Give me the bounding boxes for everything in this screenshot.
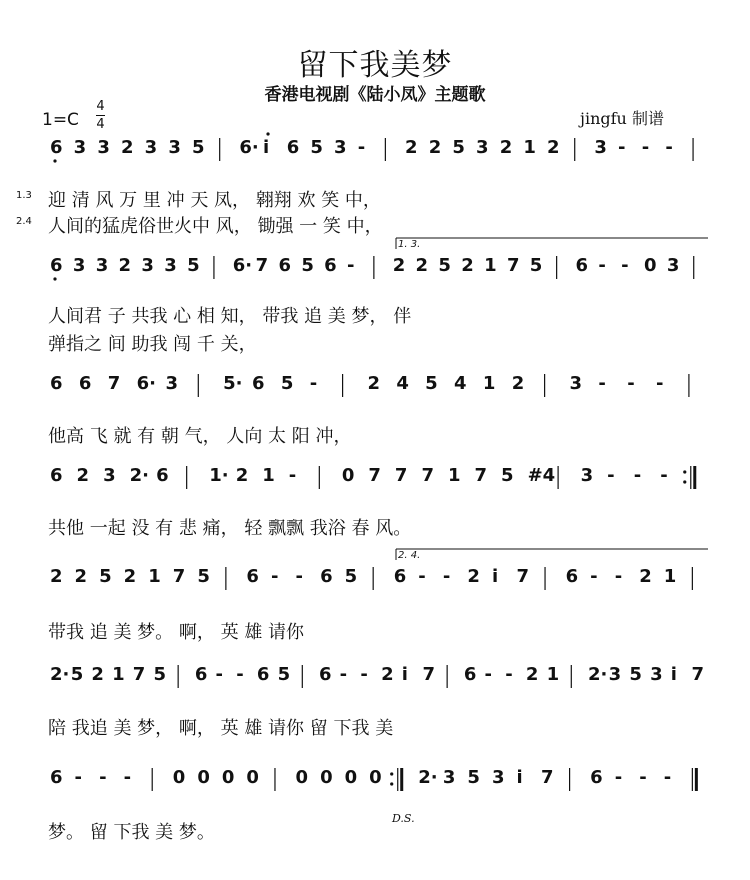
- note: 2: [525, 664, 539, 685]
- note: 5: [529, 255, 543, 276]
- note: 2·: [50, 664, 70, 685]
- note: 6: [50, 373, 63, 394]
- note: 6: [565, 566, 579, 587]
- note: 6: [50, 137, 63, 158]
- note: 2: [415, 255, 429, 276]
- note: 0: [246, 767, 259, 788]
- note: 3: [73, 137, 87, 158]
- note: -: [598, 373, 606, 394]
- note: 6: [278, 255, 292, 276]
- note: 1: [484, 255, 497, 276]
- note: 4: [454, 373, 467, 394]
- note: 6: [50, 465, 63, 486]
- lyric-line: 迎 清 风 万 里 冲 天 凤， 翱翔 欢 笑 中，: [48, 190, 381, 211]
- note: 1: [523, 137, 536, 158]
- note: 5: [99, 566, 112, 587]
- note: 2: [461, 255, 474, 276]
- note: 0: [295, 767, 309, 788]
- repeat-dot: [390, 782, 393, 785]
- octave-dot: [53, 277, 56, 280]
- note: 5: [301, 255, 314, 276]
- note: 2: [467, 566, 480, 587]
- note: 1·: [209, 465, 229, 486]
- repeat-dot: [390, 772, 393, 775]
- note: -: [656, 373, 664, 394]
- note: -: [99, 767, 107, 788]
- song-title: 留下我美梦: [297, 48, 453, 83]
- note: 5: [344, 566, 358, 587]
- note: 2·: [418, 767, 438, 788]
- note: 3: [666, 255, 680, 276]
- note: 2·: [587, 664, 608, 685]
- note: 6: [246, 566, 259, 587]
- note: 3: [442, 767, 456, 788]
- note: -: [598, 255, 606, 276]
- note: -: [360, 664, 368, 685]
- note: i: [516, 767, 523, 788]
- note: 2: [50, 566, 63, 587]
- note: 6: [393, 566, 407, 587]
- note: 3: [168, 137, 181, 158]
- note: -: [215, 664, 224, 685]
- lyric-line: 他高 飞 就 有 朝 气， 人向 太 阳 冲，: [48, 426, 352, 447]
- note: 6: [318, 664, 332, 685]
- note: 5: [277, 664, 291, 685]
- note: -: [621, 255, 629, 276]
- note: 3: [95, 255, 109, 276]
- lyric-line: 共他 一起 没 有 悲 痛， 轻 飘飘 我浴 春 风。: [48, 518, 412, 539]
- note: 0: [344, 767, 358, 788]
- note: i: [670, 664, 677, 685]
- note: 5: [197, 566, 210, 587]
- note: 0: [320, 767, 333, 788]
- note: 5: [438, 255, 451, 276]
- verse-label: 1.3: [16, 190, 32, 201]
- note: 1: [447, 465, 461, 486]
- note: 2: [74, 566, 88, 587]
- meter-top: 4: [96, 99, 105, 114]
- note: 7: [172, 566, 186, 587]
- note: -: [665, 137, 673, 158]
- note: -: [660, 465, 668, 486]
- volta-label: 1. 3.: [398, 239, 421, 250]
- note: 7: [422, 664, 435, 685]
- octave-dot: [266, 132, 269, 135]
- note: 6·: [232, 255, 253, 276]
- note: 3: [569, 373, 583, 394]
- lyric-line: 人间君 子 共我 心 相 知， 带我 追 美 梦， 伴: [48, 306, 412, 327]
- note: 2: [121, 137, 134, 158]
- note: 5: [153, 664, 166, 685]
- note: 7: [516, 566, 530, 587]
- song-subtitle: 香港电视剧《陆小凤》主题歌: [264, 85, 486, 105]
- note: 6: [50, 767, 63, 788]
- note: i: [263, 137, 270, 158]
- note: 2·: [129, 465, 149, 486]
- note: 3: [476, 137, 489, 158]
- note: 0: [644, 255, 657, 276]
- note: -: [607, 465, 615, 486]
- note: 7: [368, 465, 381, 486]
- note: -: [347, 255, 355, 276]
- note: 2: [235, 465, 249, 486]
- note: 5: [310, 137, 323, 158]
- note: -: [442, 566, 451, 587]
- lyric-line: 梦。 留 下我 美 梦。: [48, 822, 215, 843]
- note: 3: [97, 137, 110, 158]
- note: 3: [103, 465, 116, 486]
- note: -: [505, 664, 513, 685]
- arranger-credit: jingfu 制谱: [580, 109, 664, 128]
- note: 5: [467, 767, 480, 788]
- note: 2: [123, 566, 137, 587]
- note: -: [639, 767, 647, 788]
- volta-label: 2. 4.: [398, 550, 421, 561]
- note: 1: [112, 664, 125, 685]
- note: -: [627, 373, 635, 394]
- note: 1: [482, 373, 496, 394]
- note: 7: [255, 255, 269, 276]
- note: 2: [639, 566, 652, 587]
- note: -: [270, 566, 279, 587]
- note: 3: [72, 255, 86, 276]
- note: -: [123, 767, 132, 788]
- note: -: [641, 137, 650, 158]
- note: 6: [590, 767, 603, 788]
- note: 5: [425, 373, 438, 394]
- note: 6: [256, 664, 270, 685]
- note: 2: [428, 137, 442, 158]
- note: 6: [156, 465, 169, 486]
- note: 7: [107, 373, 121, 394]
- note: -: [295, 566, 304, 587]
- lyric-line: 人间的猛虎俗世火中 风， 锄强 一 笑 中，: [48, 216, 383, 237]
- note: 6: [252, 373, 265, 394]
- note: 1: [546, 664, 560, 685]
- note: 2: [76, 465, 90, 486]
- key-signature: 1=C: [42, 110, 79, 130]
- note: 6: [320, 566, 333, 587]
- note: 2: [547, 137, 560, 158]
- repeat-dot: [683, 470, 686, 473]
- verse-label: 2.4: [16, 216, 32, 227]
- note: #4: [527, 465, 556, 486]
- note: -: [288, 465, 297, 486]
- note: 6: [463, 664, 477, 685]
- note: 0: [341, 465, 355, 486]
- note: 7: [691, 664, 704, 685]
- note: 7: [421, 465, 434, 486]
- note: 5: [629, 664, 642, 685]
- note: 5: [280, 373, 294, 394]
- note: -: [484, 664, 493, 685]
- note: 3: [580, 465, 594, 486]
- note: 5: [187, 255, 200, 276]
- note: -: [339, 664, 348, 685]
- note: -: [418, 566, 426, 587]
- note: -: [618, 137, 626, 158]
- note: 5: [452, 137, 465, 158]
- note: 3: [491, 767, 505, 788]
- note: i: [491, 566, 499, 587]
- note: 2: [511, 373, 525, 394]
- note: -: [74, 767, 83, 788]
- note: 6: [286, 137, 300, 158]
- note: 6·: [239, 137, 259, 158]
- note: 3: [144, 137, 158, 158]
- note: 0: [221, 767, 235, 788]
- note: -: [663, 767, 672, 788]
- note: -: [357, 137, 366, 158]
- note: 5·: [223, 373, 243, 394]
- note: 3: [141, 255, 154, 276]
- note: 1: [663, 566, 677, 587]
- repeat-dot: [683, 480, 686, 483]
- note: -: [309, 373, 318, 394]
- note: 6: [575, 255, 589, 276]
- note: 0: [369, 767, 382, 788]
- octave-dot: [53, 159, 56, 162]
- note: 5: [192, 137, 205, 158]
- note: -: [633, 465, 642, 486]
- note: 7: [132, 664, 146, 685]
- note: 6·: [136, 373, 156, 394]
- note: 3: [164, 255, 177, 276]
- note: 3: [608, 664, 622, 685]
- note: 6: [194, 664, 208, 685]
- note: -: [614, 566, 623, 587]
- note: 7: [506, 255, 520, 276]
- note: -: [614, 767, 623, 788]
- note: 3: [334, 137, 347, 158]
- note: 7: [474, 465, 488, 486]
- note: 7: [541, 767, 554, 788]
- note: 4: [396, 373, 409, 394]
- note: 6: [78, 373, 92, 394]
- note: 2: [405, 137, 418, 158]
- note: 5: [70, 664, 84, 685]
- note: 3: [594, 137, 607, 158]
- note: 2: [91, 664, 104, 685]
- note: 6: [50, 255, 63, 276]
- note: 0: [197, 767, 210, 788]
- lyric-line: 陪 我追 美 梦， 啊， 英 雄 请你 留 下我 美: [48, 718, 394, 739]
- note: 3: [165, 373, 178, 394]
- note: 5: [501, 465, 514, 486]
- note: 1: [262, 465, 275, 486]
- dal-segno-label: D.S.: [392, 812, 415, 825]
- meter-bottom: 4: [96, 117, 105, 132]
- note: 3: [650, 664, 663, 685]
- note: -: [236, 664, 244, 685]
- note: 2: [367, 373, 380, 394]
- note: 0: [172, 767, 186, 788]
- note: 1: [148, 566, 161, 587]
- note: i: [401, 664, 408, 685]
- note: 6: [324, 255, 337, 276]
- lyric-line: 弹指之 间 助我 闯 千 关，: [48, 334, 257, 355]
- lyric-line: 带我 追 美 梦。 啊， 英 雄 请你: [48, 622, 305, 643]
- note: 2: [381, 664, 394, 685]
- note: 2: [392, 255, 406, 276]
- note: 2: [118, 255, 132, 276]
- note: 2: [499, 137, 513, 158]
- note: 7: [394, 465, 408, 486]
- note: -: [590, 566, 598, 587]
